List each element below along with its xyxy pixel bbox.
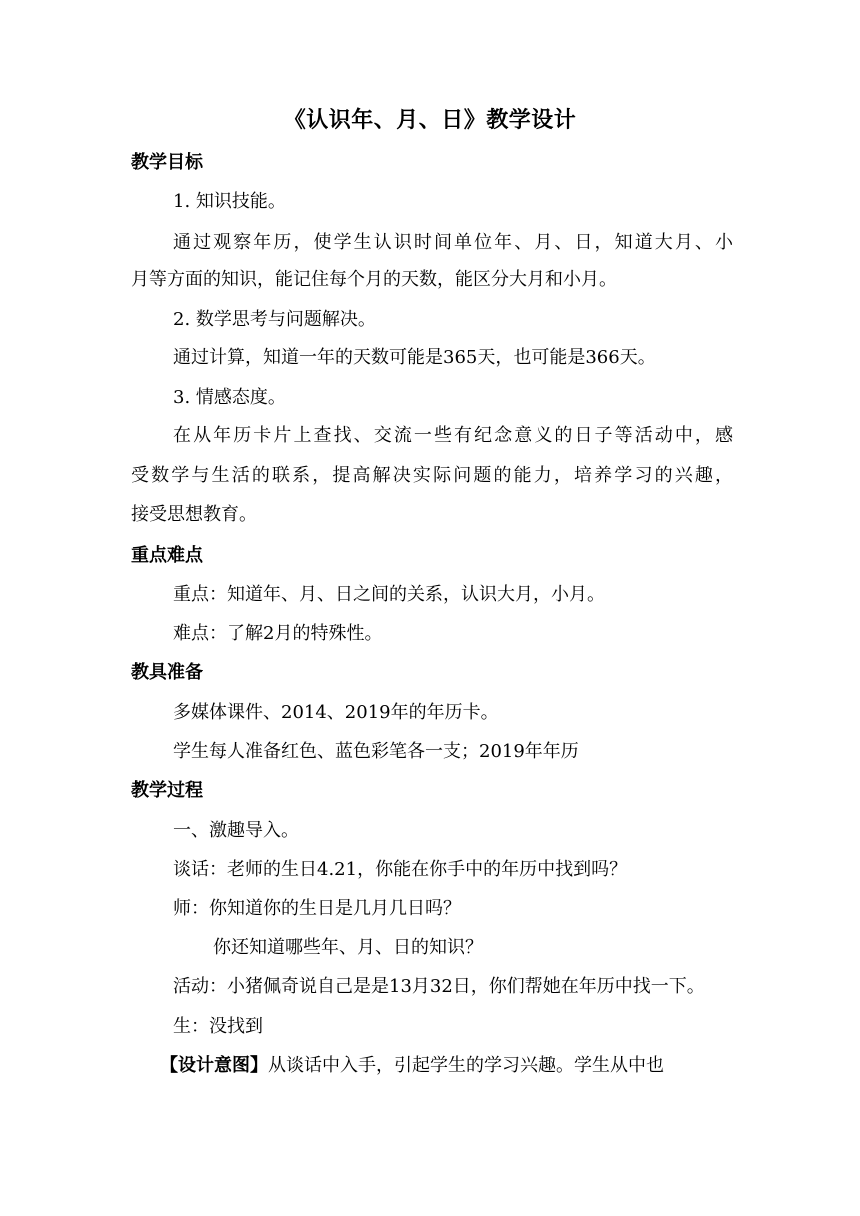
process-activity: 活动：小猪佩奇说自己是是13月32日，你们帮她在年历中找一下。 (173, 976, 705, 997)
process-intent (160, 1048, 664, 1084)
heading-objectives: 教学目标 (131, 152, 203, 173)
heading-materials: 教具准备 (131, 662, 203, 683)
objective-item-3: 3. 情感态度。 (173, 387, 286, 408)
materials-line-1: 多媒体课件、2014、2019年的年历卡。 (173, 702, 499, 723)
key-point-focus: 重点：知道年、月、日之间的关系，认识大月，小月。 (173, 584, 605, 605)
process-step-1: 一、激趣导入。 (173, 820, 299, 841)
objective-item-1: 1. 知识技能。 (173, 191, 286, 212)
objective-item-1-text-b: 月等方面的知识，能记住每个月的天数，能区分大月和小月。 (131, 269, 617, 290)
process-talk: 谈话：老师的生日4.21，你能在你手中的年历中找到吗？ (173, 859, 628, 880)
objective-item-2-text: 通过计算，知道一年的天数可能是365天，也可能是366天。 (173, 347, 656, 368)
materials-line-2: 学生每人准备红色、蓝色彩笔各一支；2019年年历 (173, 741, 579, 762)
objective-item-3-text-c: 接受思想教育。 (131, 504, 257, 525)
objective-item-3-text-b: 受数学与生活的联系，提高解决实际问题的能力，培养学习的兴趣， (131, 465, 733, 486)
process-teacher-a: 师：你知道你的生日是几月几日吗？ (173, 898, 461, 919)
intent-text: 从谈话中入手，引起学生的学习兴趣。学生从中也 (268, 1055, 664, 1076)
key-point-difficulty: 难点：了解2月的特殊性。 (173, 623, 383, 644)
objective-item-2: 2. 数学思考与问题解决。 (173, 309, 376, 330)
process-student: 生：没找到 (173, 1016, 263, 1037)
objective-item-3-text-a: 在从年历卡片上查找、交流一些有纪念意义的日子等活动中，感 (173, 425, 733, 446)
intent-label: 【设计意图】 (160, 1055, 268, 1076)
process-teacher-b: 你还知道哪些年、月、日的知识？ (213, 937, 483, 958)
heading-key-points: 重点难点 (131, 545, 203, 566)
heading-process: 教学过程 (131, 780, 203, 801)
objective-item-1-text-a: 通过观察年历，使学生认识时间单位年、月、日，知道大月、小 (173, 232, 733, 253)
document-title: 《认识年、月、日》教学设计 (283, 107, 577, 133)
